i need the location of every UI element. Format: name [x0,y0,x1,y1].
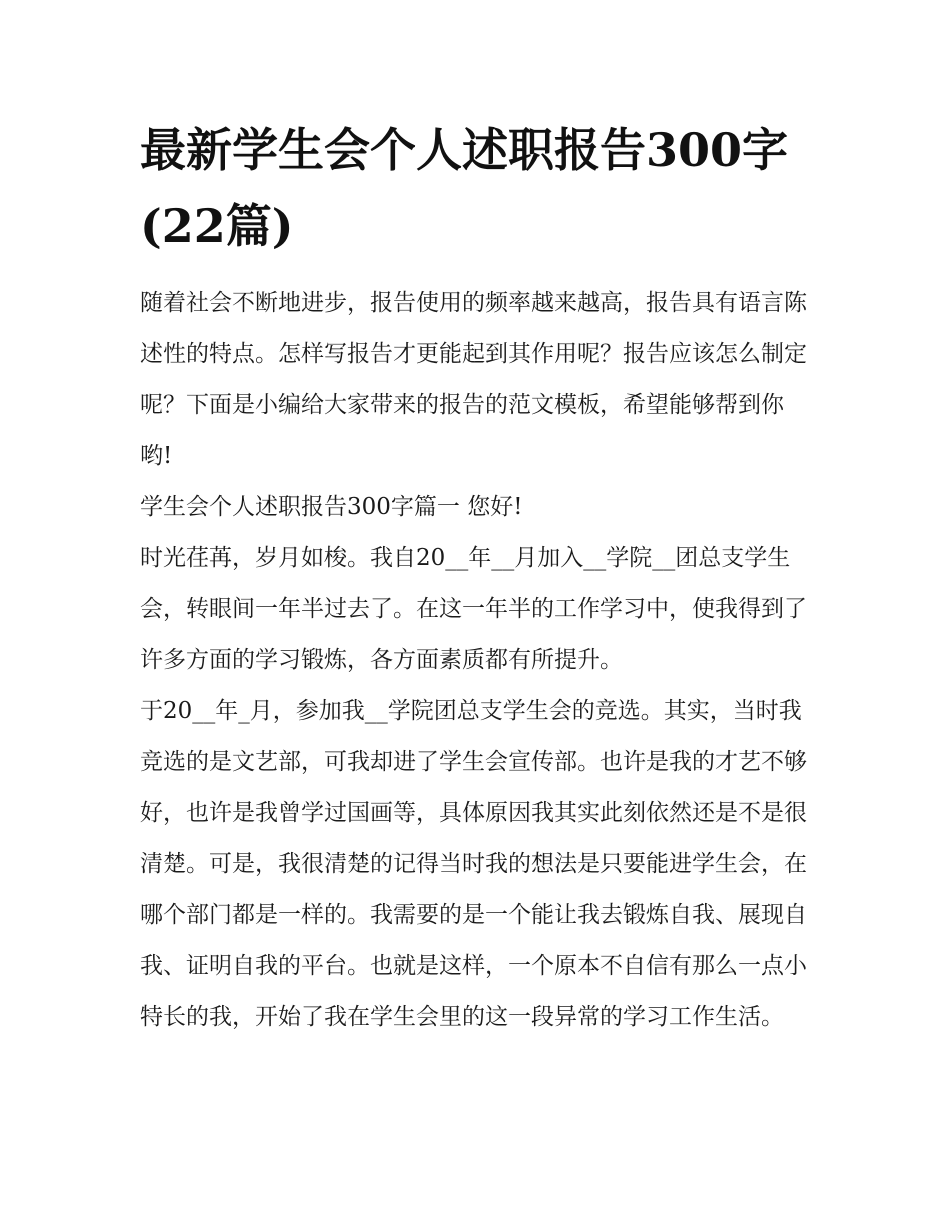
document-body [140,112,816,1043]
body-paragraph: 于20__年_月，参加我__学院团总支学生会的竞选。其实，当时我竞选的是文艺部，可我却进了学生会宣传部。也许是我的才艺不够好，也许是我曾学过国画等，具体原因我其实此刻依然还是不是很清楚。可是，我很清楚的记得当时我的想法是只要能进学生会，在哪个部门都是一样的。我需要的是一个能让我去锻炼自我、展现自我、证明自我的平台。也就是这样，一个原本不自信有那么一点小特长的我，开始了我在学生会里的这一段异常的学习工作生活。 [140,698,807,1030]
section-heading-paragraph: 学生会个人述职报告300字篇一 您好! [140,494,523,520]
body-paragraph: 时光荏苒，岁月如梭。我自20__年__月加入__学院__团总支学生会，转眼间一年半过去了。在这一年半的工作学习中，使我得到了许多方面的学习锻炼，各方面素质都有所提升。 [140,545,807,673]
intro-paragraph: 随着社会不断地进步，报告使用的频率越来越高，报告具有语言陈述性的特点。怎样写报告才更能起到其作用呢？报告应该怎么制定呢？下面是小编给大家带来的报告的范文模板，希望能够帮到你哟! [140,290,807,469]
document-title: 最新学生会个人述职报告300字(22篇) [140,123,789,253]
